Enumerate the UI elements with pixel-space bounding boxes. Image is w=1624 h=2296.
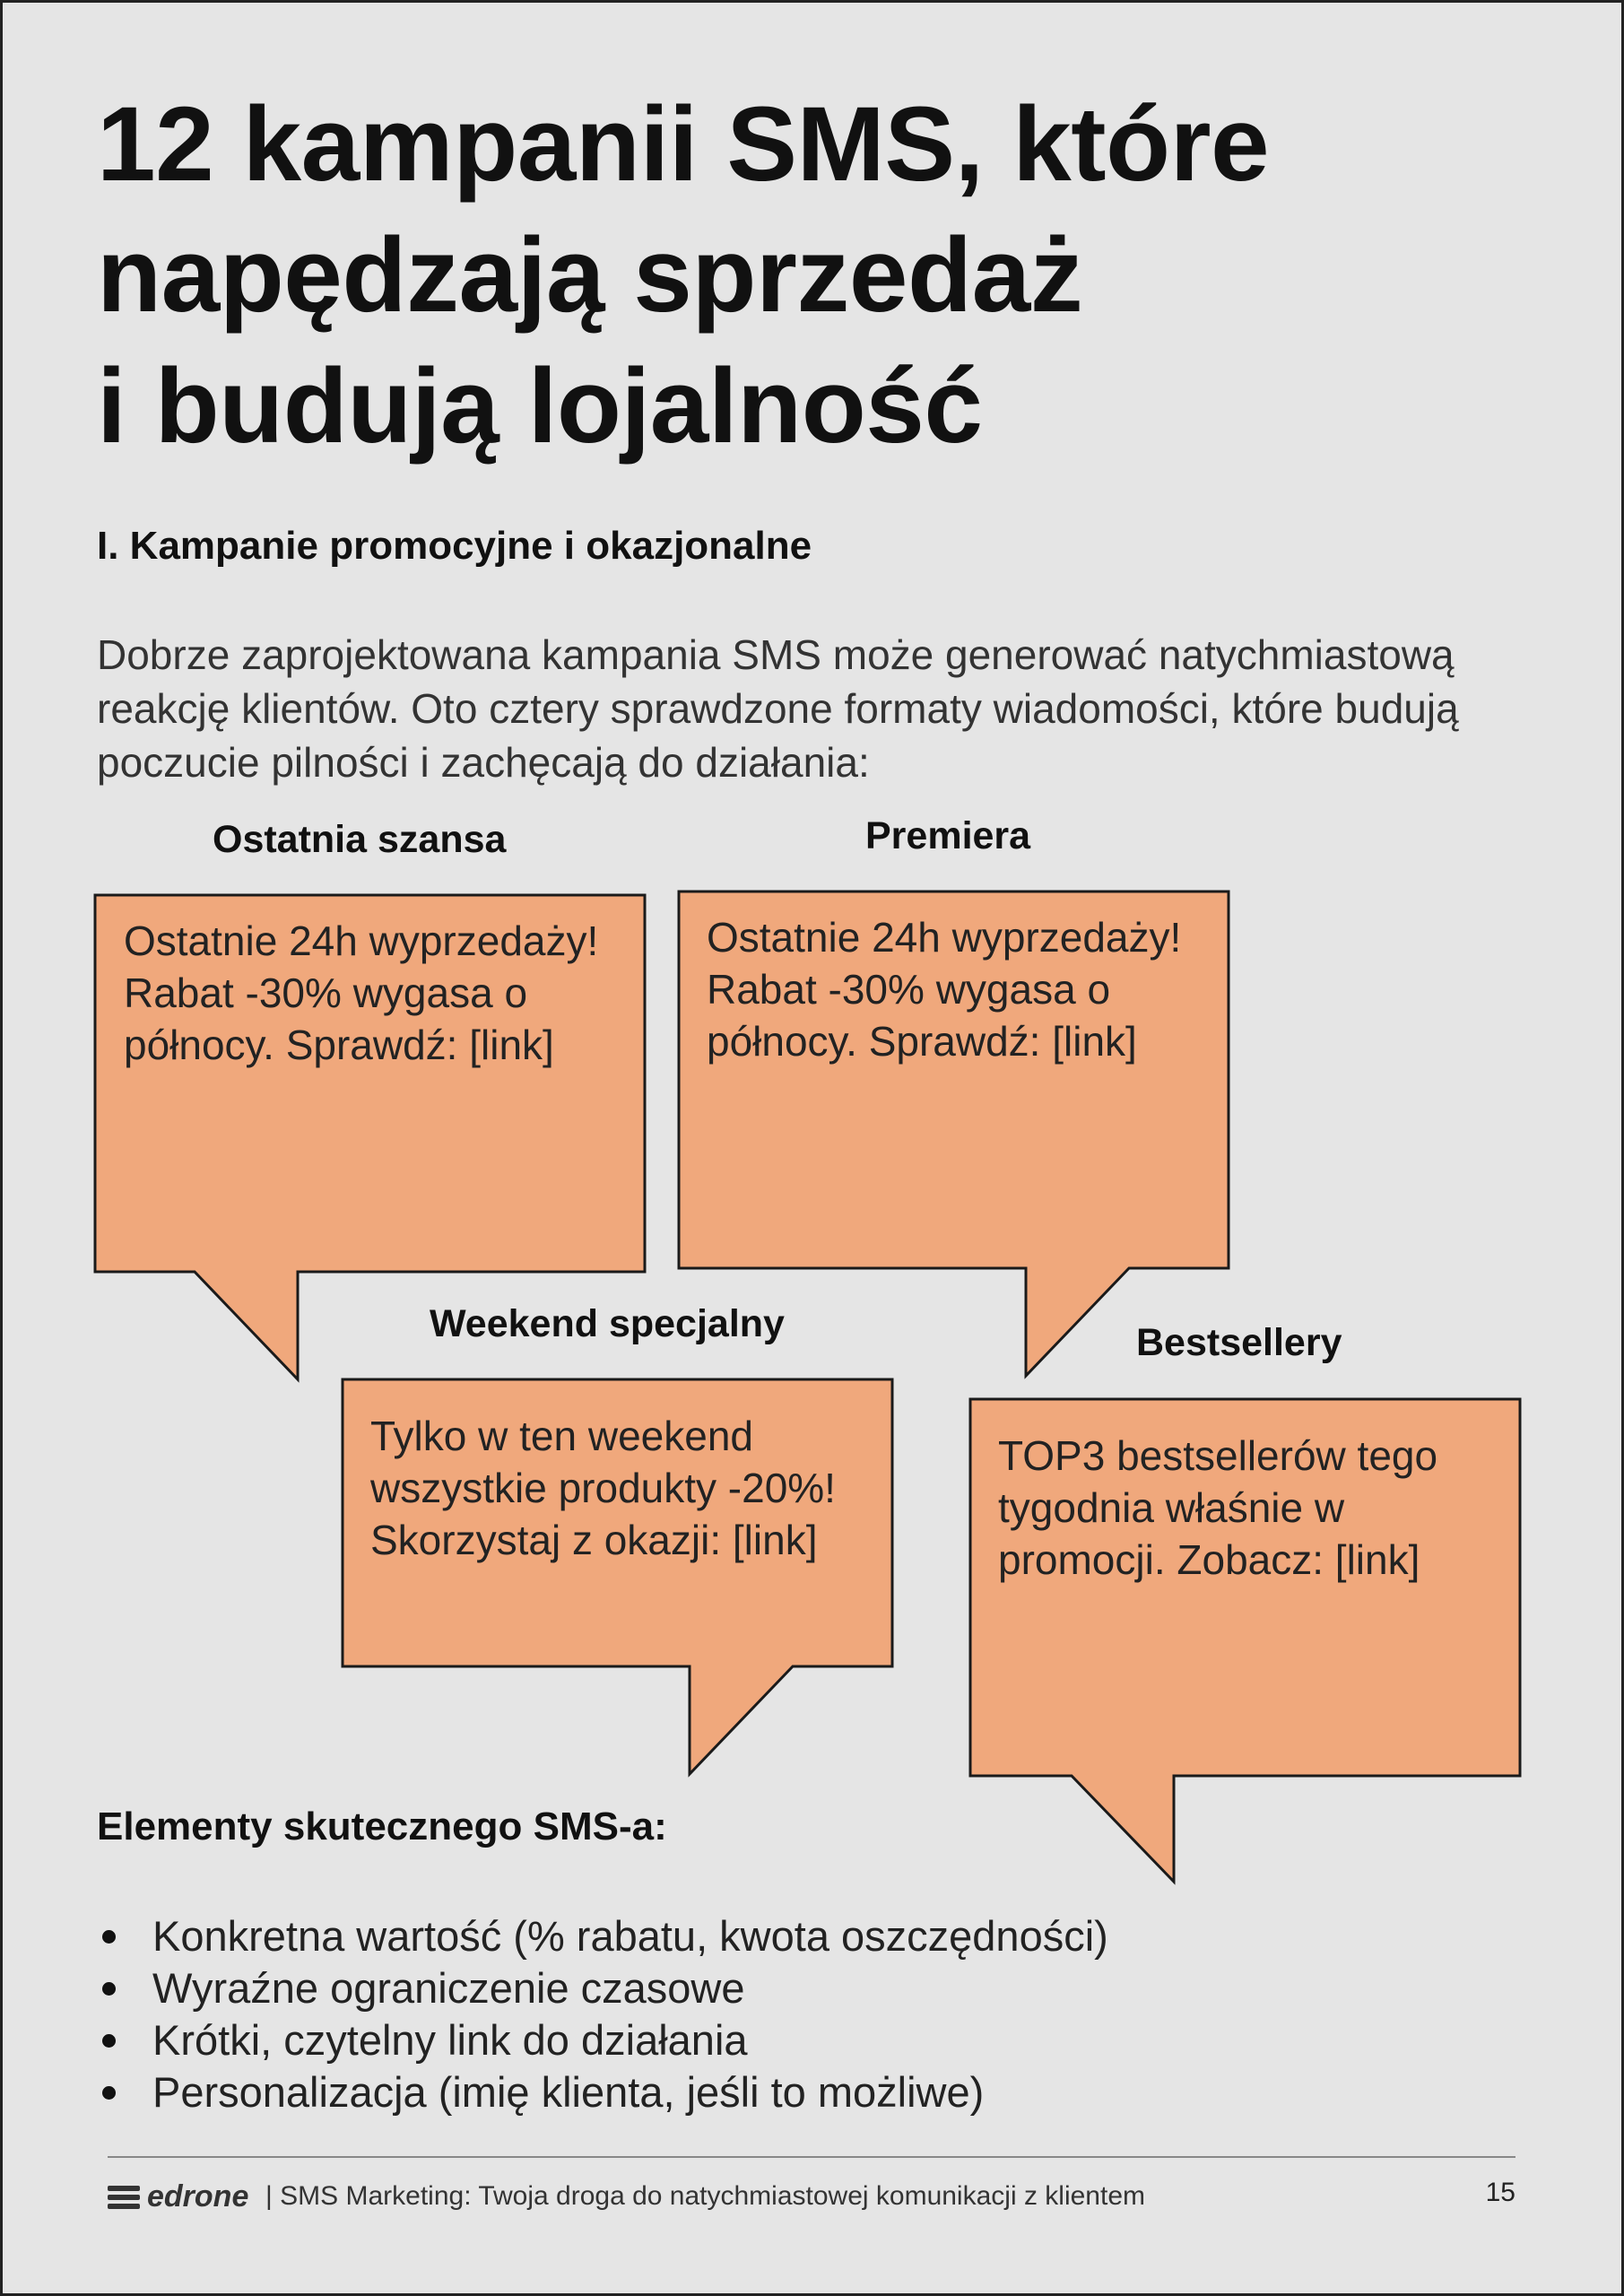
list-item — [97, 1910, 1108, 1962]
sms-message-ostatnia-szansa: Ostatnie 24h wyprzedaży! Rabat -30% wygasa o północy. Sprawdź: [link] — [124, 918, 599, 1068]
list-item — [97, 2014, 1108, 2066]
title-line: i budują lojalność — [97, 347, 983, 465]
title-line: napędzają sprzedaż — [97, 216, 1083, 335]
bullet-icon — [102, 1930, 116, 1944]
sms-message-bestsellery: TOP3 bestsellerów tego tygodnia właśnie w promocji. Zobacz: [link] — [998, 1432, 1438, 1583]
elements-heading: Elementy skutecznego SMS-a: — [97, 1805, 667, 1848]
footer — [108, 2174, 1515, 2219]
logo-wordmark: edrone — [147, 2179, 249, 2213]
bubble-label-weekend-specjalny: Weekend specjalny — [430, 1302, 785, 1345]
intro-paragraph: Dobrze zaprojektowana kampania SMS może generować natychmiastową reakcję klientów. Oto cztery sprawdzone formaty wiadomości, które budują poczucie pilności i zachęcają do działania: — [97, 631, 1459, 786]
bullet-icon — [102, 2034, 116, 2048]
sms-message-weekend-specjalny: Tylko w ten weekend wszystkie produkty -20%! Skorzystaj z okazji: [link] — [370, 1413, 836, 1563]
elements-list — [97, 1910, 1108, 2118]
bullet-icon — [102, 2086, 116, 2100]
list-item-text: Krótki, czytelny link do działania — [152, 2016, 748, 2064]
list-item-text: Konkretna wartość (% rabatu, kwota oszczędności) — [152, 1912, 1108, 1960]
page-number: 15 — [1485, 2178, 1515, 2207]
brand-logo — [108, 2179, 248, 2214]
footer-divider — [108, 2156, 1515, 2158]
bubble-label-bestsellery: Bestsellery — [1136, 1321, 1342, 1364]
bubble-label-ostatnia-szansa: Ostatnia szansa — [213, 818, 507, 861]
title-line: 12 kampanii SMS, które — [97, 85, 1270, 204]
sms-message-premiera: Ostatnie 24h wyprzedaży! Rabat -30% wygasa o północy. Sprawdź: [link] — [707, 914, 1182, 1065]
footer-text: | SMS Marketing: Twoja droga do natychmiastowej komunikacji z klientem — [265, 2181, 1145, 2211]
section-heading: I. Kampanie promocyjne i okazjonalne — [97, 524, 812, 568]
list-item-text: Personalizacja (imię klienta, jeśli to możliwe) — [152, 2068, 985, 2116]
list-item — [97, 1962, 1108, 2014]
list-item-text: Wyraźne ograniczenie czasowe — [152, 1964, 745, 2012]
bubble-label-premiera: Premiera — [865, 814, 1031, 857]
list-item — [97, 2066, 1108, 2118]
bullet-icon — [102, 1982, 116, 1996]
menu-lines-icon — [108, 2184, 140, 2211]
